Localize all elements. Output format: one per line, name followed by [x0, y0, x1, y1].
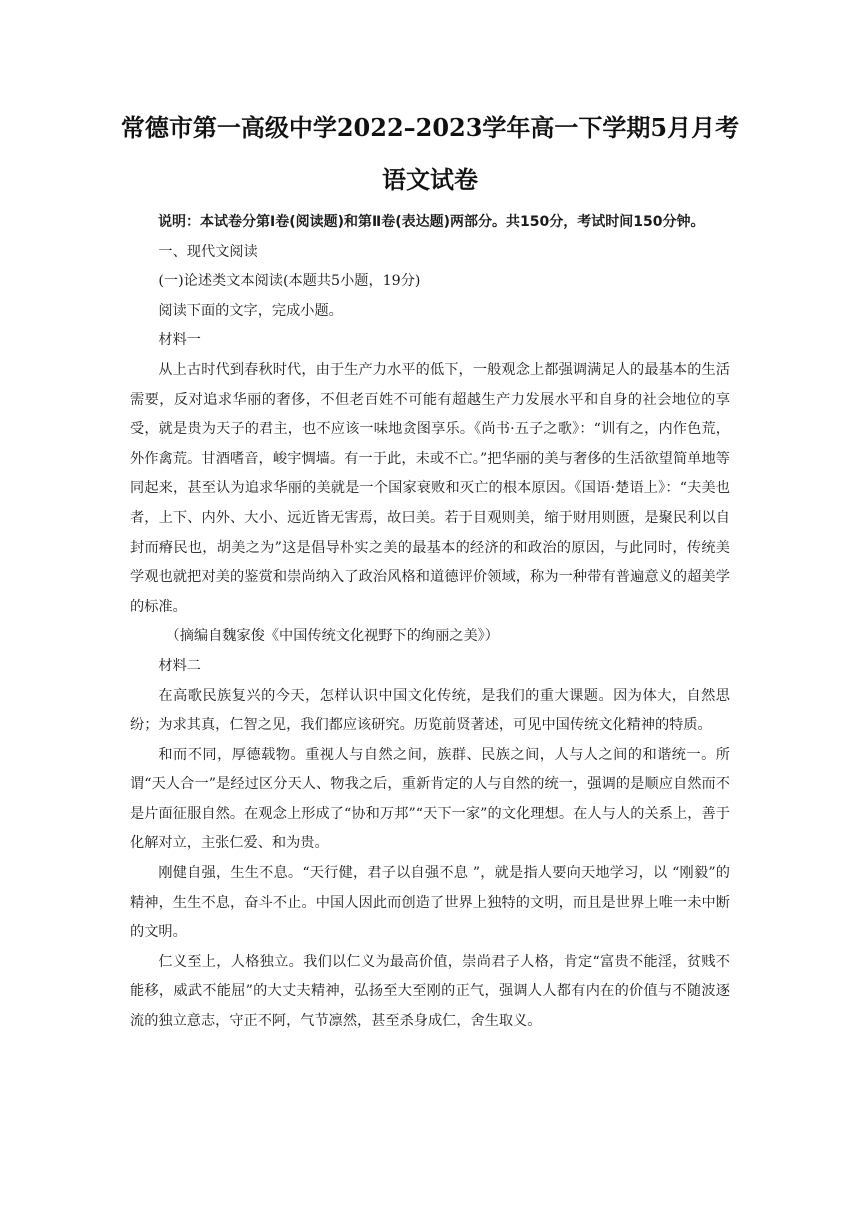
subsection-heading: (一)论述类文本阅读(本题共5小题，19分): [158, 273, 421, 290]
material2-paragraph: 仁义至上，人格独立。我们以仁义为最高价值，崇尚君子人格，肯定“富贵不能淫，贫贱不能移，威武不能屈”的大丈夫精神，弘扬至大至刚的正气，强调人人都有内在的价值与不随波逐流的独立意志，守正不阿，气节凛然，甚至杀身成仁，舍生取义。: [130, 953, 730, 1030]
material1-paragraph: 从上古时代到春秋时代，由于生产力水平的低下，一般观念上都强调满足人的最基本的生活需要，反对追求华丽的奢侈，不但老百姓不可能有超越生产力发展水平和自身的社会地位的享受，就是贵为天子的君主，也不应该一味地贪图享乐。《尚书·五子之歌》：“训有之，内作色荒，外作禽荒。甘酒嗜音，峻宇惆墙。有一于此，未或不亡。”把华丽的美与奢侈的生活欲望简单地等同起来，甚至认为追求华丽的美就是一个国家衰败和灭亡的根本原因。《国语·楚语上》：“夫美也者，上下、内外、大小、远近皆无害焉，故曰美。若于目观则美，缩于财用则匮，是聚民利以自封而瘠民也，胡美之为”这是倡导朴实之美的最基本的经济的和政治的原因，与此同时，传统美学观也就把对美的鉴赏和崇尚纳入了政治风格和道德评价领域，称为一种带有普遍意义的超美学的标准。: [130, 361, 730, 615]
instructions: 说明：本试卷分第Ⅰ卷(阅读题)和第Ⅱ卷(表达题)两部分。共150分，考试时间150分钟。: [158, 214, 705, 230]
material2-label: 材料二: [158, 657, 201, 674]
task-prompt: 阅读下面的文字，完成小题。: [158, 302, 343, 319]
material2-paragraph: 刚健自强，生生不息。“天行健，君子以自强不息 ”，就是指人要向天地学习，以 “刚毅”的精神，生生不息，奋斗不止。中国人因此而创造了世界上独特的文明，而且是世界上唯一未中断的文明。: [130, 865, 730, 941]
exam-body: [130, 208, 730, 1037]
material1-label: 材料一: [158, 332, 201, 349]
exam-title: 常德市第一高级中学2022–2023学年高一下学期5月月考: [120, 113, 740, 142]
section-heading: 一、现代文阅读: [158, 243, 258, 260]
material2-paragraph: 和而不同，厚德载物。重视人与自然之间，族群、民族之间，人与人之间的和谐统一。所谓“天人合一”是经过区分天人、物我之后，重新肯定的人与自然的统一，强调的是顺应自然而不是片面征服自然。在观念上形成了“协和万邦”“天下一家”的文化理想。在人与人的关系上，善于化解对立，主张仁爱、和为贵。: [130, 746, 730, 852]
material2-paragraph: 在高歌民族复兴的今天，怎样认识中国文化传统，是我们的重大课题。因为体大，自然思纷；为求其真，仁智之见，我们都应该研究。历览前贤著述，可见中国传统文化精神的特质。: [130, 687, 730, 734]
exam-subtitle: 语文试卷: [382, 165, 478, 194]
material1-source: （摘编自魏家俊《中国传统文化视野下的绚丽之美》）: [165, 628, 499, 645]
